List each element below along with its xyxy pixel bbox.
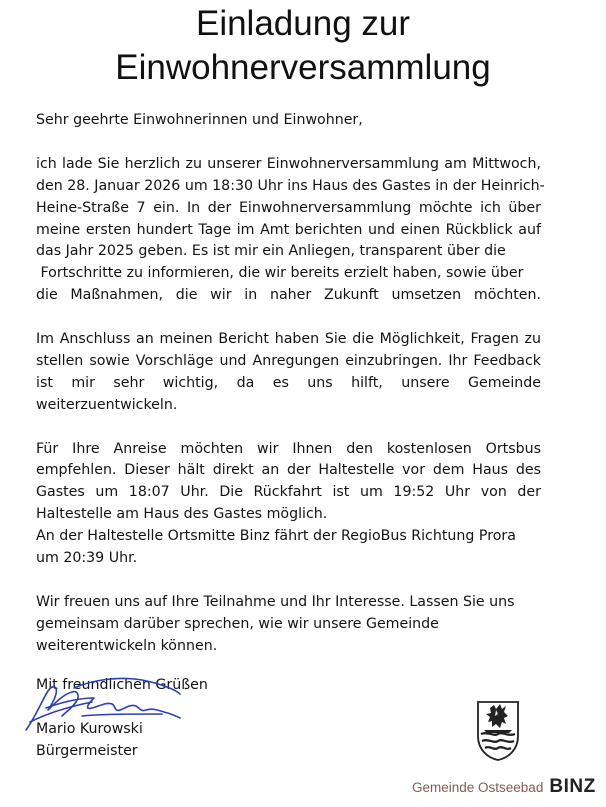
text-line: gemeinsam darüber sprechen, wie wir unsere Gemeinde bbox=[36, 615, 439, 632]
text-line: meine ersten hundert Tage im Amt berichten und einen Rückblick auf bbox=[36, 221, 541, 238]
municipality-footer bbox=[412, 776, 596, 800]
paragraph-travel bbox=[36, 439, 541, 570]
text-line: Fortschritte zu informieren, die wir bereits erzielt haben, sowie über bbox=[36, 265, 524, 282]
title-line-1: Einladung zur bbox=[195, 4, 411, 43]
signer-name: Mario Kurowski bbox=[36, 721, 143, 737]
text-line: den 28. Januar 2026 um 18:30 Uhr ins Haus des Gastes in der Heinrich- bbox=[36, 177, 545, 194]
text-line: weiterzuentwickeln. bbox=[36, 396, 178, 413]
text-line: ist mir sehr wichtig, da es uns hilft, unsere Gemeinde bbox=[36, 374, 541, 391]
paragraph-closing bbox=[36, 592, 541, 658]
title-line-2: Einwohnerversammlung bbox=[115, 48, 491, 87]
text-line: Für Ihre Anreise möchten wir Ihnen den kostenlosen Ortsbus bbox=[36, 440, 541, 457]
text-line: um 20:39 Uhr. bbox=[36, 550, 138, 567]
coat-of-arms-icon bbox=[476, 700, 520, 762]
text-line: Wir freuen uns auf Ihre Teilnahme und Ihr Interesse. Lassen Sie uns bbox=[36, 593, 515, 610]
text-line: stellen sowie Vorschläge und Anregungen einzubringen. Ihr Feedback bbox=[36, 352, 541, 369]
paragraph-feedback bbox=[36, 329, 541, 417]
text-line: Haltestelle am Haus des Gastes möglich. bbox=[36, 506, 328, 523]
salutation: Sehr geehrte Einwohnerinnen und Einwohner, bbox=[36, 112, 363, 128]
brand-name: BINZ bbox=[549, 776, 596, 797]
signature-icon bbox=[22, 672, 182, 734]
text-line: Im Anschluss an meinen Bericht haben Sie die Möglichkeit, Fragen zu bbox=[36, 331, 541, 348]
municipality-name: Gemeinde Ostseebad bbox=[412, 780, 544, 795]
text-line: An der Haltestelle Ortsmitte Binz fährt der RegioBus Richtung Prora bbox=[36, 528, 516, 545]
letter-body bbox=[36, 110, 545, 658]
text-line: die Maßnahmen, die wir in naher Zukunft umsetzen möchten. bbox=[36, 287, 541, 304]
text-line: empfehlen. Dieser hält direkt an der Haltestelle vor dem Haus des bbox=[36, 462, 541, 479]
paragraph-invitation bbox=[36, 154, 545, 307]
text-line: weiterentwickeln können. bbox=[36, 637, 218, 654]
text-line: das Jahr 2025 geben. Es ist mir ein Anliegen, transparent über die bbox=[36, 243, 506, 260]
closing-greeting: Mit freundlichen Grüßen bbox=[36, 677, 208, 693]
text-line: ich lade Sie herzlich zu unserer Einwohnerversammlung am Mittwoch, bbox=[36, 155, 541, 172]
text-line: Heine-Straße 7 ein. In der Einwohnerversammlung möchte ich über bbox=[36, 199, 541, 216]
signer-role: Bürgermeister bbox=[36, 743, 138, 759]
document-title bbox=[0, 0, 606, 90]
text-line: Gastes um 18:07 Uhr. Die Rückfahrt ist um 19:52 Uhr von der bbox=[36, 484, 541, 501]
